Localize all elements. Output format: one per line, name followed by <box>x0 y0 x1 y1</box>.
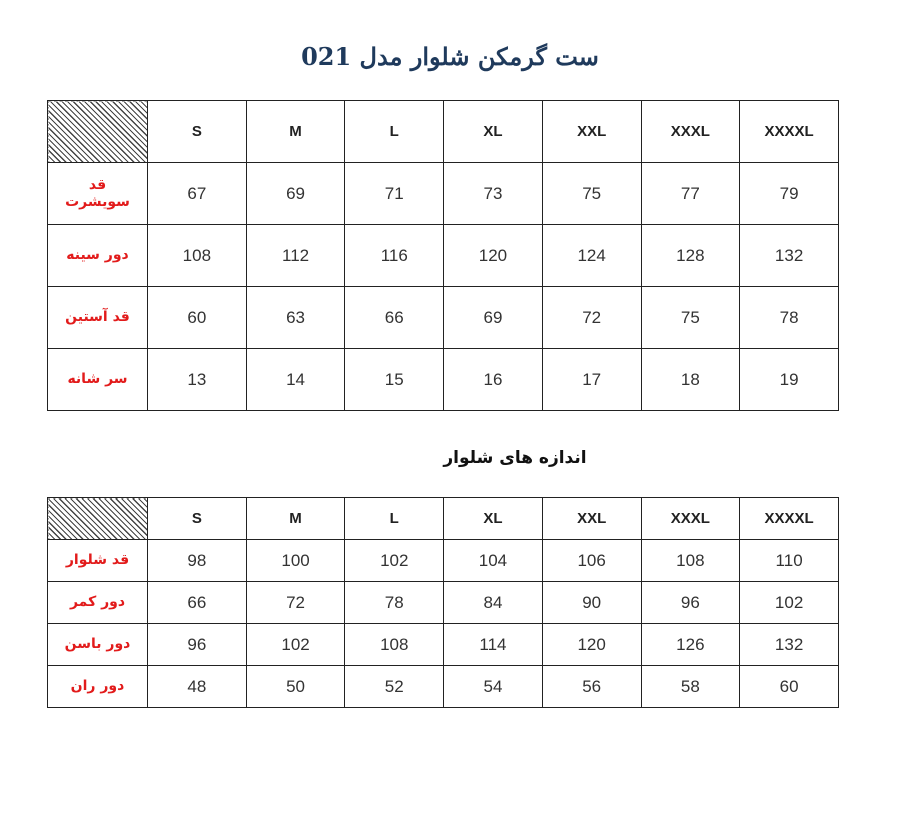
size-header-s: S <box>148 498 247 540</box>
table-cell: 128 <box>641 225 740 287</box>
table-cell: 102 <box>246 624 345 666</box>
table-row <box>48 163 839 225</box>
size-header-m: M <box>246 498 345 540</box>
table-cell: 63 <box>246 287 345 349</box>
row-label-line: قد <box>88 177 107 194</box>
table-cell: 75 <box>641 287 740 349</box>
table-cell: 14 <box>246 349 345 411</box>
size-header-xxl: XXL <box>542 101 641 163</box>
size-header-xxxxl: XXXXL <box>740 498 839 540</box>
table-cell: 69 <box>246 163 345 225</box>
table-row <box>48 540 839 582</box>
table-cell: 104 <box>444 540 543 582</box>
table-row <box>48 225 839 287</box>
table-row <box>48 624 839 666</box>
table-cell: 116 <box>345 225 444 287</box>
table-row <box>48 582 839 624</box>
table-row <box>48 287 839 349</box>
table-cell: 78 <box>345 582 444 624</box>
table-cell: 114 <box>444 624 543 666</box>
table-cell: 84 <box>444 582 543 624</box>
size-header-l: L <box>345 498 444 540</box>
table-cell: 110 <box>740 540 839 582</box>
table-cell: 16 <box>444 349 543 411</box>
hatched-corner-cell <box>48 101 148 163</box>
table-cell: 108 <box>148 225 247 287</box>
table-cell: 72 <box>542 287 641 349</box>
table-row <box>48 666 839 708</box>
row-label-chest: دور سینه <box>48 225 148 287</box>
row-label-hip: دور باسن <box>48 624 148 666</box>
table-cell: 98 <box>148 540 247 582</box>
row-label-thigh: دور ران <box>48 666 148 708</box>
table-cell: 79 <box>740 163 839 225</box>
table-cell: 102 <box>345 540 444 582</box>
size-header-xl: XL <box>444 498 543 540</box>
row-label-line: سویشرت <box>65 193 130 210</box>
size-header-row <box>48 498 839 540</box>
table-cell: 132 <box>740 624 839 666</box>
size-header-xxxl: XXXL <box>641 101 740 163</box>
table-cell: 50 <box>246 666 345 708</box>
hoodie-set-title: ست گرمکن شلوار مدل 021 <box>301 42 599 71</box>
table-cell: 108 <box>641 540 740 582</box>
table-cell: 106 <box>542 540 641 582</box>
table-cell: 100 <box>246 540 345 582</box>
table-cell: 102 <box>740 582 839 624</box>
row-label-shoulder: سر شانه <box>48 349 148 411</box>
table-row <box>48 349 839 411</box>
row-label-waist: دور کمر <box>48 582 148 624</box>
size-header-row <box>48 101 839 163</box>
table-cell: 77 <box>641 163 740 225</box>
size-header-m: M <box>246 101 345 163</box>
table-cell: 48 <box>148 666 247 708</box>
table-cell: 108 <box>345 624 444 666</box>
row-label-pants-length: قد شلوار <box>48 540 148 582</box>
size-header-xxl: XXL <box>542 498 641 540</box>
table-cell: 19 <box>740 349 839 411</box>
table-cell: 67 <box>148 163 247 225</box>
table-cell: 124 <box>542 225 641 287</box>
table-cell: 18 <box>641 349 740 411</box>
table-cell: 52 <box>345 666 444 708</box>
table-cell: 75 <box>542 163 641 225</box>
table-cell: 56 <box>542 666 641 708</box>
size-header-s: S <box>148 101 247 163</box>
pants-size-table <box>47 497 839 708</box>
hoodie-size-table <box>47 100 839 411</box>
table-cell: 66 <box>345 287 444 349</box>
size-header-xl: XL <box>444 101 543 163</box>
size-header-xxxl: XXXL <box>641 498 740 540</box>
table-cell: 112 <box>246 225 345 287</box>
table-cell: 58 <box>641 666 740 708</box>
table-cell: 78 <box>740 287 839 349</box>
table-cell: 90 <box>542 582 641 624</box>
size-header-xxxxl: XXXXL <box>740 101 839 163</box>
table-cell: 72 <box>246 582 345 624</box>
table-cell: 17 <box>542 349 641 411</box>
hatched-corner-cell <box>48 498 148 540</box>
table-cell: 73 <box>444 163 543 225</box>
size-header-l: L <box>345 101 444 163</box>
table-cell: 71 <box>345 163 444 225</box>
table-cell: 54 <box>444 666 543 708</box>
table-cell: 15 <box>345 349 444 411</box>
table-cell: 126 <box>641 624 740 666</box>
table-cell: 120 <box>444 225 543 287</box>
row-label-sleeve-length: قد آستین <box>48 287 148 349</box>
table-cell: 66 <box>148 582 247 624</box>
table-cell: 96 <box>641 582 740 624</box>
table-cell: 60 <box>148 287 247 349</box>
table-cell: 120 <box>542 624 641 666</box>
row-label-hoodie-length <box>48 163 148 225</box>
pants-sizes-title: اندازه های شلوار <box>443 448 587 468</box>
table-cell: 132 <box>740 225 839 287</box>
table-cell: 13 <box>148 349 247 411</box>
table-cell: 96 <box>148 624 247 666</box>
table-cell: 60 <box>740 666 839 708</box>
table-cell: 69 <box>444 287 543 349</box>
